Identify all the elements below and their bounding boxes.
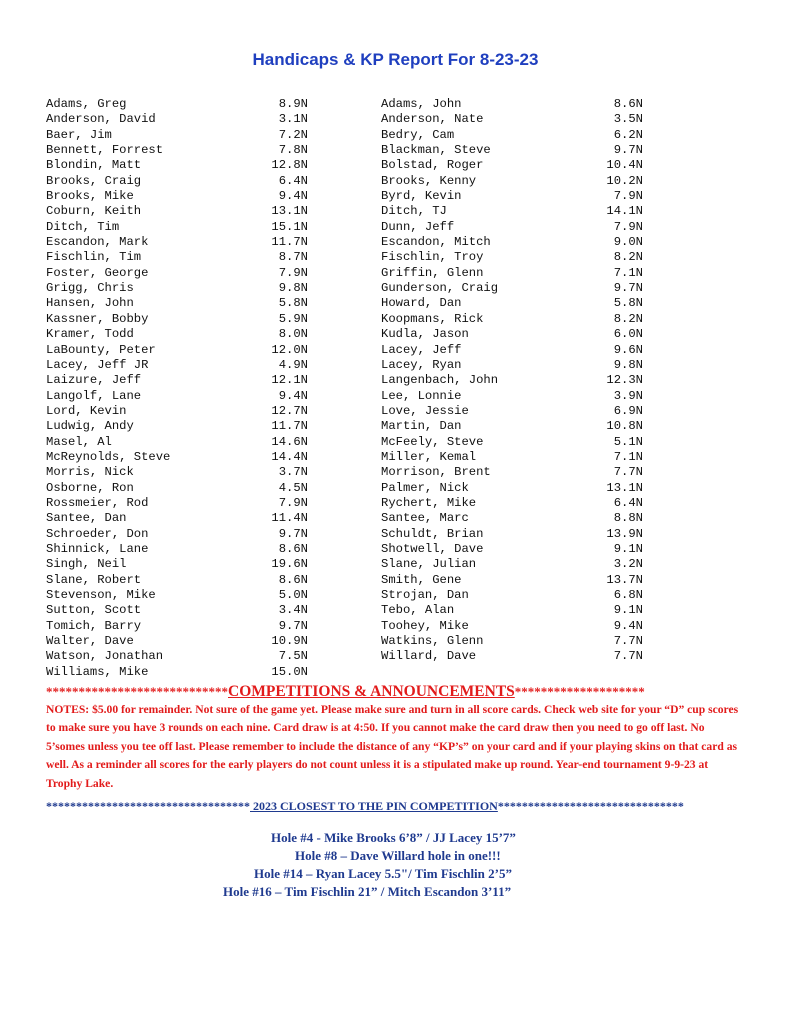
- player-row: [46, 358, 308, 373]
- player-handicap: 14.4N: [271, 449, 308, 464]
- player-name: Morris, Nick: [46, 465, 134, 480]
- player-handicap: 7.7N: [613, 465, 643, 480]
- player-handicap: 5.8N: [613, 296, 643, 311]
- player-handicap: 3.5N: [613, 112, 643, 127]
- player-name: Schroeder, Don: [46, 526, 149, 541]
- player-row: [381, 527, 643, 542]
- player-handicap: 8.6N: [278, 541, 308, 556]
- player-name: Gunderson, Craig: [381, 281, 499, 296]
- player-handicap: 14.6N: [271, 434, 308, 449]
- player-name: Lacey, Jeff JR: [46, 357, 149, 372]
- player-row: [46, 266, 308, 281]
- player-name: Brooks, Kenny: [381, 173, 477, 188]
- player-row: [381, 158, 643, 173]
- player-row: [46, 603, 308, 618]
- player-name: Williams, Mike: [46, 664, 149, 679]
- player-row: [46, 204, 308, 219]
- player-row: [46, 343, 308, 358]
- player-name: Masel, Al: [46, 434, 112, 449]
- player-handicap: 19.6N: [271, 557, 308, 572]
- player-row: [381, 266, 643, 281]
- player-name: Slane, Robert: [46, 572, 142, 587]
- player-handicap: 7.1N: [613, 449, 643, 464]
- kp-hole-4: Hole #4 - Mike Brooks 6’8” / JJ Lacey 15’7”: [271, 830, 516, 845]
- player-handicap: 10.8N: [606, 419, 643, 434]
- player-row: [381, 465, 643, 480]
- player-name: Fischlin, Tim: [46, 250, 142, 265]
- player-name: Strojan, Dan: [381, 588, 469, 602]
- handicap-list-right: [381, 97, 643, 665]
- player-handicap: 7.8N: [278, 143, 308, 158]
- player-handicap: 7.7N: [613, 634, 643, 649]
- player-row: [381, 542, 643, 557]
- player-handicap: 8.8N: [613, 511, 643, 526]
- player-handicap: 6.2N: [613, 127, 643, 142]
- player-name: Bennett, Forrest: [46, 143, 164, 158]
- player-row: [46, 450, 308, 465]
- player-row: [46, 511, 308, 526]
- player-name: Laizure, Jeff: [46, 373, 142, 388]
- player-name: LaBounty, Peter: [46, 342, 156, 357]
- player-name: Bedry, Cam: [381, 127, 455, 142]
- player-name: Shotwell, Dave: [381, 541, 484, 556]
- player-handicap: 8.9N: [278, 97, 308, 111]
- player-handicap: 15.1N: [271, 219, 308, 234]
- player-handicap: 15.0N: [271, 664, 308, 679]
- player-row: [46, 220, 308, 235]
- player-name: Watson, Jonathan: [46, 649, 164, 664]
- player-handicap: 8.6N: [613, 97, 643, 111]
- player-handicap: 10.9N: [271, 634, 308, 649]
- report-title: Handicaps & KP Report For 8-23-23: [252, 50, 539, 69]
- player-row: [46, 312, 308, 327]
- player-handicap: 13.7N: [606, 572, 643, 587]
- player-row: [381, 235, 643, 250]
- player-row: [46, 619, 308, 634]
- player-handicap: 12.8N: [271, 158, 308, 173]
- player-name: Ludwig, Andy: [46, 419, 134, 434]
- player-handicap: 9.7N: [278, 526, 308, 541]
- player-row: [381, 327, 643, 342]
- player-name: Sutton, Scott: [46, 603, 142, 618]
- player-handicap: 3.9N: [613, 388, 643, 403]
- player-handicap: 3.2N: [613, 557, 643, 572]
- player-name: Osborne, Ron: [46, 480, 134, 495]
- player-name: Toohey, Mike: [381, 618, 469, 633]
- player-handicap: 7.1N: [613, 265, 643, 280]
- player-name: Tebo, Alan: [381, 603, 455, 618]
- player-handicap: 10.2N: [606, 173, 643, 188]
- player-name: Coburn, Keith: [46, 204, 142, 219]
- player-name: Fischlin, Troy: [381, 250, 484, 265]
- player-row: [381, 250, 643, 265]
- kp-stars-left: **********************************: [46, 799, 250, 813]
- player-name: Palmer, Nick: [381, 480, 469, 495]
- player-row: [381, 496, 643, 511]
- player-name: Adams, Greg: [46, 97, 127, 111]
- player-row: [381, 389, 643, 404]
- competitions-stars-right: ********************: [514, 684, 645, 699]
- player-name: Blondin, Matt: [46, 158, 142, 173]
- player-name: Ditch, Tim: [46, 219, 120, 234]
- player-handicap: 3.4N: [278, 603, 308, 618]
- player-row: [46, 496, 308, 511]
- player-name: Willard, Dave: [381, 649, 477, 664]
- player-name: Smith, Gene: [381, 572, 462, 587]
- player-name: Adams, John: [381, 97, 462, 111]
- player-row: [381, 128, 643, 143]
- player-handicap: 12.3N: [606, 373, 643, 388]
- player-row: [46, 327, 308, 342]
- player-row: [46, 97, 308, 112]
- player-name: Walter, Dave: [46, 634, 134, 649]
- player-handicap: 5.8N: [278, 296, 308, 311]
- player-row: [381, 511, 643, 526]
- kp-hole-8: Hole #8 – Dave Willard hole in one!!!: [295, 848, 501, 863]
- player-name: Brooks, Mike: [46, 189, 134, 204]
- player-row: [46, 527, 308, 542]
- player-handicap: 13.1N: [606, 480, 643, 495]
- player-name: Byrd, Kevin: [381, 189, 462, 204]
- player-handicap: 6.9N: [613, 403, 643, 418]
- player-name: Griffin, Glenn: [381, 265, 484, 280]
- player-row: [381, 419, 643, 434]
- kp-stars-right: *******************************: [497, 799, 684, 813]
- player-handicap: 5.0N: [278, 588, 308, 602]
- player-handicap: 9.7N: [278, 618, 308, 633]
- player-name: Santee, Marc: [381, 511, 469, 526]
- kp-hole-16: Hole #16 – Tim Fischlin 21” / Mitch Escandon 3’11”: [223, 884, 512, 899]
- competitions-stars-left: ****************************: [46, 684, 228, 699]
- player-name: Baer, Jim: [46, 127, 112, 142]
- player-row: [46, 174, 308, 189]
- player-name: Howard, Dan: [381, 296, 462, 311]
- player-row: [46, 112, 308, 127]
- player-handicap: 4.9N: [278, 357, 308, 372]
- player-name: Morrison, Brent: [381, 465, 491, 480]
- player-row: [381, 97, 643, 112]
- player-handicap: 9.8N: [278, 281, 308, 296]
- player-row: [381, 619, 643, 634]
- player-handicap: 8.0N: [278, 327, 308, 342]
- player-handicap: 7.5N: [278, 649, 308, 664]
- player-handicap: 6.8N: [613, 588, 643, 602]
- player-name: Ditch, TJ: [381, 204, 447, 219]
- player-handicap: 5.1N: [613, 434, 643, 449]
- player-row: [381, 557, 643, 572]
- player-row: [381, 649, 643, 664]
- player-name: Escandon, Mark: [46, 235, 149, 250]
- player-row: [381, 603, 643, 618]
- player-handicap: 5.9N: [278, 311, 308, 326]
- player-name: Lord, Kevin: [46, 403, 127, 418]
- player-name: Lacey, Jeff: [381, 342, 462, 357]
- player-handicap: 9.4N: [613, 618, 643, 633]
- player-row: [381, 204, 643, 219]
- player-name: Love, Jessie: [381, 403, 469, 418]
- player-handicap: 9.4N: [278, 388, 308, 403]
- player-row: [46, 481, 308, 496]
- player-name: Santee, Dan: [46, 511, 127, 526]
- player-row: [46, 665, 308, 680]
- player-row: [381, 450, 643, 465]
- player-handicap: 9.1N: [613, 541, 643, 556]
- player-row: [381, 143, 643, 158]
- player-handicap: 6.0N: [613, 327, 643, 342]
- player-name: Slane, Julian: [381, 557, 477, 572]
- player-row: [46, 649, 308, 664]
- player-row: [381, 358, 643, 373]
- player-name: Rossmeier, Rod: [46, 495, 149, 510]
- player-handicap: 10.4N: [606, 158, 643, 173]
- player-row: [46, 465, 308, 480]
- player-name: Langenbach, John: [381, 373, 499, 388]
- player-handicap: 9.4N: [278, 189, 308, 204]
- player-name: Watkins, Glenn: [381, 634, 484, 649]
- player-name: Schuldt, Brian: [381, 526, 484, 541]
- player-row: [381, 189, 643, 204]
- player-name: Langolf, Lane: [46, 388, 142, 403]
- player-handicap: 8.2N: [613, 250, 643, 265]
- announcement-notes: NOTES: $5.00 for remainder. Not sure of the game yet. Please make sure and turn in all score cards. Check web site for your “D” cup scores to make sure you have 3 rounds on each nine. Card draw is at 4:50. If you cannot make the card draw then you need to go off last. No 5’somes unless you tee off last. Please remember to include the distance of any “KP’s” on your card and if your playing skins on that card as well. As a reminder all scores for the early players do not count unless it is a stipulated make up round. Year-end tournament 9-9-23 at Trophy Lake.: [46, 703, 739, 790]
- player-name: Martin, Dan: [381, 419, 462, 434]
- player-name: Rychert, Mike: [381, 495, 477, 510]
- player-row: [46, 419, 308, 434]
- player-name: Kramer, Todd: [46, 327, 134, 342]
- player-handicap: 3.1N: [278, 112, 308, 127]
- player-row: [46, 588, 308, 603]
- player-name: Brooks, Craig: [46, 173, 142, 188]
- player-row: [46, 435, 308, 450]
- player-handicap: 7.9N: [613, 219, 643, 234]
- player-row: [381, 634, 643, 649]
- player-handicap: 14.1N: [606, 204, 643, 219]
- player-row: [381, 281, 643, 296]
- player-row: [381, 343, 643, 358]
- player-handicap: 12.0N: [271, 342, 308, 357]
- player-row: [381, 481, 643, 496]
- player-row: [46, 542, 308, 557]
- player-handicap: 11.7N: [271, 419, 308, 434]
- player-row: [46, 189, 308, 204]
- player-row: [46, 373, 308, 388]
- player-row: [46, 557, 308, 572]
- player-name: Blackman, Steve: [381, 143, 491, 158]
- player-name: Kudla, Jason: [381, 327, 469, 342]
- player-name: Anderson, David: [46, 112, 156, 127]
- player-row: [46, 634, 308, 649]
- kp-hole-14: Hole #14 – Ryan Lacey 5.5"/ Tim Fischlin 2’5”: [254, 866, 512, 881]
- player-row: [381, 174, 643, 189]
- player-name: Escandon, Mitch: [381, 235, 491, 250]
- player-handicap: 11.4N: [271, 511, 308, 526]
- player-name: Anderson, Nate: [381, 112, 484, 127]
- player-row: [46, 235, 308, 250]
- player-name: Grigg, Chris: [46, 281, 134, 296]
- player-row: [381, 573, 643, 588]
- player-handicap: 7.7N: [613, 649, 643, 664]
- player-handicap: 7.9N: [278, 495, 308, 510]
- player-name: Hansen, John: [46, 296, 134, 311]
- player-row: [46, 573, 308, 588]
- player-handicap: 8.2N: [613, 311, 643, 326]
- player-name: McFeely, Steve: [381, 434, 484, 449]
- player-name: Kassner, Bobby: [46, 311, 149, 326]
- player-row: [381, 312, 643, 327]
- player-row: [46, 404, 308, 419]
- player-handicap: 9.7N: [613, 281, 643, 296]
- player-name: Lacey, Ryan: [381, 357, 462, 372]
- player-handicap: 8.6N: [278, 572, 308, 587]
- kp-title: 2023 CLOSEST TO THE PIN COMPETITION: [250, 799, 498, 813]
- player-row: [46, 143, 308, 158]
- player-handicap: 9.0N: [613, 235, 643, 250]
- player-handicap: 9.6N: [613, 342, 643, 357]
- player-name: Koopmans, Rick: [381, 311, 484, 326]
- player-name: Tomich, Barry: [46, 618, 142, 633]
- player-row: [381, 373, 643, 388]
- player-name: Shinnick, Lane: [46, 541, 149, 556]
- player-handicap: 13.9N: [606, 526, 643, 541]
- player-handicap: 6.4N: [278, 173, 308, 188]
- player-row: [381, 220, 643, 235]
- player-name: Singh, Neil: [46, 557, 127, 572]
- player-name: McReynolds, Steve: [46, 449, 171, 464]
- player-row: [46, 158, 308, 173]
- competitions-header: [46, 683, 746, 701]
- player-row: [381, 112, 643, 127]
- player-handicap: 11.7N: [271, 235, 308, 250]
- player-row: [46, 296, 308, 311]
- player-row: [46, 281, 308, 296]
- player-handicap: 13.1N: [271, 204, 308, 219]
- player-handicap: 9.1N: [613, 603, 643, 618]
- player-row: [46, 389, 308, 404]
- player-handicap: 6.4N: [613, 495, 643, 510]
- player-handicap: 7.2N: [278, 127, 308, 142]
- player-handicap: 7.9N: [613, 189, 643, 204]
- player-name: Dunn, Jeff: [381, 219, 455, 234]
- player-row: [381, 435, 643, 450]
- player-row: [381, 296, 643, 311]
- player-name: Foster, George: [46, 265, 149, 280]
- player-handicap: 3.7N: [278, 465, 308, 480]
- player-handicap: 4.5N: [278, 480, 308, 495]
- player-row: [46, 128, 308, 143]
- player-row: [46, 250, 308, 265]
- player-handicap: 8.7N: [278, 250, 308, 265]
- player-handicap: 9.8N: [613, 357, 643, 372]
- player-name: Bolstad, Roger: [381, 158, 484, 173]
- player-handicap: 7.9N: [278, 265, 308, 280]
- player-name: Stevenson, Mike: [46, 588, 156, 602]
- player-row: [381, 588, 643, 603]
- player-handicap: 9.7N: [613, 143, 643, 158]
- player-name: Lee, Lonnie: [381, 388, 462, 403]
- player-row: [381, 404, 643, 419]
- player-handicap: 12.1N: [271, 373, 308, 388]
- player-handicap: 12.7N: [271, 403, 308, 418]
- player-name: Miller, Kemal: [381, 449, 477, 464]
- handicap-list-left: [46, 97, 308, 680]
- kp-header: [46, 799, 746, 814]
- competitions-title: COMPETITIONS & ANNOUNCEMENTS: [228, 683, 515, 700]
